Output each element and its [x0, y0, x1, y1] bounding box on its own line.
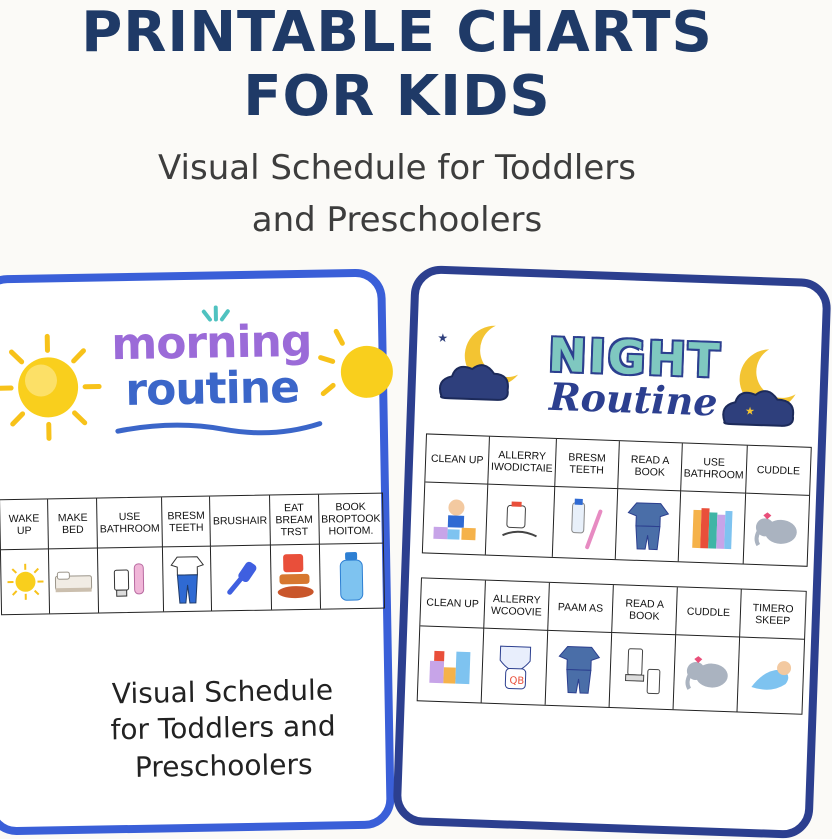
task-picture — [679, 491, 746, 563]
medicine-icon — [496, 497, 544, 545]
elephant-icon — [751, 509, 802, 551]
elephant-icon — [681, 653, 732, 695]
bed-icon — [51, 564, 96, 599]
task-label: ALLERRY IWODICTAIE — [488, 437, 556, 487]
night-schedule-grid-1 — [422, 433, 812, 566]
task-picture — [211, 546, 271, 611]
diaper-icon — [491, 640, 539, 694]
moon-cloud-icon — [431, 318, 534, 411]
morning-schedule-grid — [0, 493, 385, 616]
task-label: EAT BREAM TRST — [270, 495, 320, 546]
svg-text:★: ★ — [745, 405, 755, 418]
task-label: CUDDLE — [676, 587, 742, 637]
task-picture — [49, 549, 99, 614]
task-label: ALLERRY WCOOVIE — [484, 581, 550, 631]
task-picture — [674, 635, 741, 711]
task-label: READ A BOOK — [612, 585, 678, 635]
page-subtitle-line-1: Visual Schedule for Toddlers — [0, 147, 794, 189]
breakfast-icon — [273, 552, 318, 603]
toilet-icon — [108, 558, 153, 603]
sun-icon — [316, 326, 408, 418]
task-picture — [320, 544, 384, 609]
task-picture — [423, 482, 489, 554]
task-label: USE BATHROOM — [681, 443, 748, 493]
card-footer-line-2: for Toddlers and — [93, 709, 354, 748]
task-label: BRUSHAIR — [210, 496, 270, 547]
task-label: WAKE UP — [0, 499, 49, 550]
task-label: BRESM TEETH — [555, 439, 620, 489]
card-footer-line-3: Preschoolers — [93, 747, 354, 786]
water-bottle-icon — [336, 550, 367, 603]
task-label: READ A BOOK — [618, 441, 683, 491]
task-picture — [1, 549, 50, 614]
task-picture — [744, 494, 810, 566]
task-label: MAKE BED — [48, 499, 98, 550]
pajamas-icon — [556, 642, 602, 696]
task-picture — [738, 638, 805, 714]
blocks-icon — [425, 641, 477, 689]
task-picture — [271, 545, 321, 610]
sink-icon — [618, 644, 666, 698]
hairbrush-icon — [221, 558, 262, 599]
task-label: CLEAN UP — [425, 434, 490, 484]
task-label: PAAM AS — [548, 583, 614, 633]
books-icon — [688, 502, 736, 554]
card-footer-line-1: Visual Schedule — [92, 673, 353, 712]
sleeping-baby-icon — [745, 653, 797, 699]
task-picture — [163, 547, 212, 612]
routine-heading: routine — [107, 362, 318, 417]
page-title-line-1: PRINTABLE CHARTS — [0, 2, 794, 64]
swoosh-underline — [114, 416, 324, 440]
task-picture — [553, 487, 619, 559]
toys-icon — [429, 493, 481, 545]
night-schedule-grid-2 — [417, 577, 807, 714]
pajamas-icon — [625, 498, 671, 552]
task-picture — [482, 629, 549, 705]
svg-text:★: ★ — [437, 331, 448, 345]
task-label: CLEAN UP — [420, 578, 486, 628]
task-picture — [546, 631, 613, 707]
night-routine-card — [392, 265, 831, 839]
task-picture — [418, 626, 485, 702]
task-picture — [486, 485, 555, 557]
toothbrush-icon — [561, 496, 609, 550]
night-heading: NIGHT — [544, 328, 726, 388]
sun-icon — [5, 561, 46, 602]
task-picture — [98, 547, 164, 612]
page-subtitle-line-2: and Preschoolers — [0, 199, 794, 241]
sun-icon — [0, 331, 104, 443]
task-picture — [610, 633, 677, 709]
svg-text:qb: qb — [509, 675, 524, 687]
clothes-icon — [167, 553, 208, 606]
task-picture — [616, 489, 682, 561]
moon-cloud-icon — [714, 342, 817, 435]
task-label: BRESM TEETH — [162, 497, 211, 548]
night-routine-heading: Routine — [543, 374, 724, 425]
task-label: CUDDLE — [746, 446, 811, 496]
task-label: TIMERO SKEEP — [740, 590, 806, 640]
page-title-line-2: FOR KIDS — [0, 66, 794, 128]
morning-routine-card — [0, 268, 395, 835]
task-label: BOOK BROPTOOK HOITOM. — [319, 494, 383, 545]
task-label: USE BATHROOM — [97, 497, 163, 548]
morning-heading: morning — [106, 316, 317, 371]
